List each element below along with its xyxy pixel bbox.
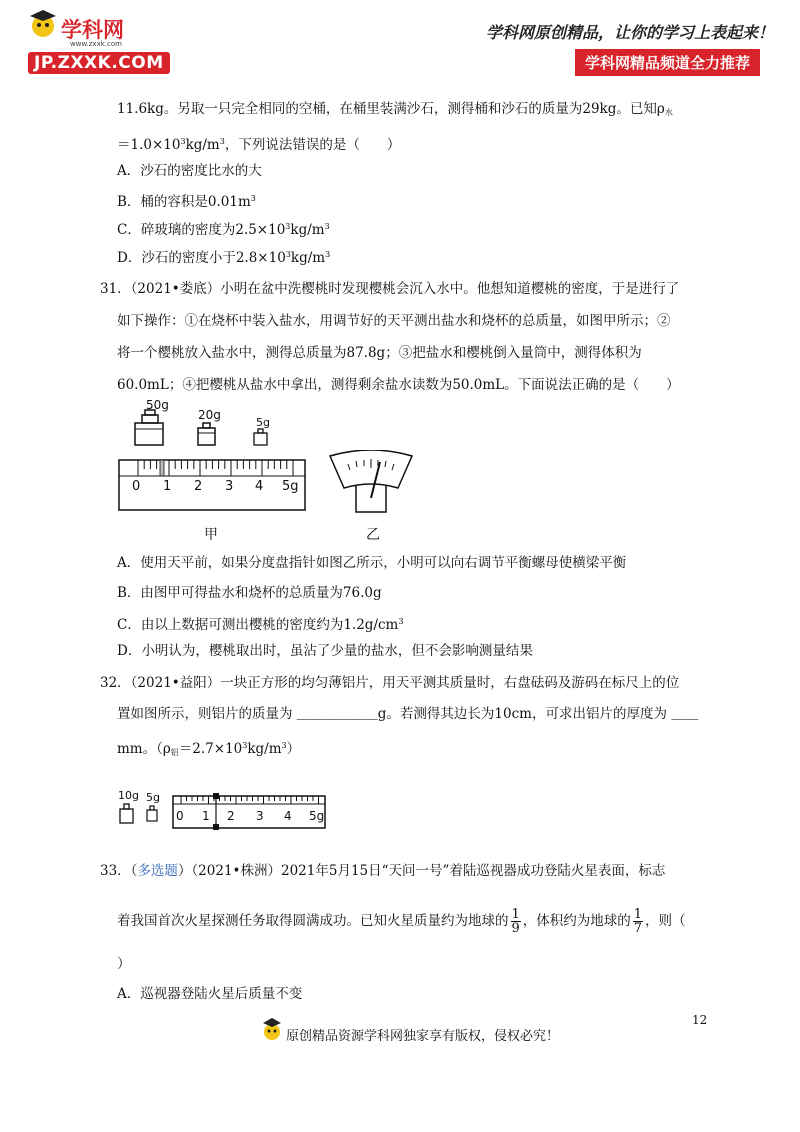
weight-50g-label: 50g <box>146 398 169 412</box>
ruler2-tick-label-3: 3 <box>256 809 264 823</box>
fraction-one-ninth: $\frac{1}{9}$ <box>511 907 520 936</box>
ruler-tick-label-2: 2 <box>194 479 203 494</box>
q31-figure-yi <box>326 450 416 550</box>
q31-line4: 60.0mL；④把樱桃从盐水中拿出，测得剩余盐水读数为50.0mL。下面说法正确的是（ ） <box>117 377 680 393</box>
mascot-icon <box>28 8 58 40</box>
q30-option-c: C．碎玻璃的密度为$2.5\times 10^3kg/m^3$ <box>117 222 330 238</box>
weights-and-ruler <box>117 788 332 833</box>
q31-line2: 如下操作：①在烧杯中装入盐水，用调节好的天平测出盐水和烧杯的总质量，如图甲所示；② <box>117 313 671 329</box>
q32-line1: 32．（2021•益阳）一块正方形的均匀薄铝片，用天平测其质量时，右盘砝码及游码在标尺上的位 <box>100 675 680 691</box>
q30-option-d: D．沙石的密度小于$2.8\times 10^3kg/m^3$ <box>117 250 331 266</box>
q30-line1: 11.6kg。另取一只完全相同的空桶，在桶里装满沙石，测得桶和沙石的质量为29kg。已知$\rho_水$ <box>117 101 673 117</box>
multi-choice-tag[interactable]: 多选题 <box>137 863 178 879</box>
ruler2-tick-label-2: 2 <box>227 809 235 823</box>
footer-copyright: 原创精品资源学科网独家享有版权，侵权必究！ <box>286 1029 560 1044</box>
q31-line3: 将一个樱桃放入盐水中，测得总质量为87.8g；③把盐水和樱桃倒入量筒中，测得体积为 <box>117 345 642 361</box>
q31-option-c: C．由以上数据可测出樱桃的密度约为$1.2g/cm^3$ <box>117 617 404 633</box>
q30-line2: $=1.0\times 10^3kg/m^3$，下列说法错误的是（ ） <box>117 137 401 153</box>
ruler2-tick-label-1: 1 <box>202 809 210 823</box>
ruler2-tick-label-5: 5g <box>309 809 325 823</box>
ruler-tick-label-3: 3 <box>225 479 234 494</box>
pointer-dial-icon <box>326 450 416 514</box>
ruler-tick-label-1: 1 <box>163 479 172 494</box>
figure-label-jia: 甲 <box>204 527 218 543</box>
q32-line3: mm。$(\rho_铝=2.7\times 10^3kg/m^3)$ <box>117 741 301 757</box>
logo-small-url: www.zxxk.com <box>70 40 122 48</box>
ruler-tick-label-5: 5g <box>282 479 299 494</box>
q31-line1: 31．（2021•娄底）小明在盆中洗樱桃时发现樱桃会沉入水中。他想知道樱桃的密度，于是进行了 <box>100 281 680 297</box>
q33-line2: 着我国首次火星探测任务取得圆满成功。已知火星质量约为地球的 $\frac{1}{9}$ ，体积约为地球的 $\frac{1}{7}$ ，则（ <box>117 907 686 936</box>
weight-10g-label: 10g <box>118 789 139 802</box>
q30-option-a: A．沙石的密度比水的大 <box>117 163 262 179</box>
page-number: 12 <box>692 1013 708 1027</box>
ruler2-tick-label-0: 0 <box>176 809 184 823</box>
weight-5g-label: 5g <box>146 791 160 804</box>
header-logo <box>28 8 178 78</box>
q33-line3: ） <box>117 956 131 972</box>
balance-weights-and-ruler <box>118 396 308 516</box>
header-banner: 学科网精品频道全力推荐 <box>575 49 760 76</box>
q31-figure-jia <box>118 396 308 546</box>
footer-mascot-icon <box>262 1017 282 1043</box>
logo-url[interactable]: JP.ZXXK.COM <box>28 52 170 74</box>
fraction-one-seventh: $\frac{1}{7}$ <box>633 907 643 936</box>
logo-text: 学科网 <box>61 18 124 42</box>
q31-option-a: A．使用天平前，如果分度盘指针如图乙所示，小明可以向右调节平衡螺母使横梁平衡 <box>117 555 627 571</box>
q33-line1: 33．（多选题）（2021•株洲）2021年5月15日“天问一号”着陆巡视器成功登陆火星表面，标志 <box>100 863 666 879</box>
header-slogan: 学科网原创精品，让你的学习上表起来！ <box>486 23 775 42</box>
q31-option-b: B．由图甲可得盐水和烧杯的总质量为76.0g <box>117 585 382 601</box>
q31-option-d: D．小明认为，樱桃取出时，虽沾了少量的盐水，但不会影响测量结果 <box>117 643 533 659</box>
q30-option-b: B．桶的容积是$0.01m^3$ <box>117 194 256 210</box>
q32-figure <box>117 788 332 833</box>
q32-line2: 置如图所示，则铝片的质量为 ＿＿＿＿＿＿g。若测得其边长为10cm，可求出铝片的厚度为 ＿＿ <box>117 706 699 722</box>
ruler2-tick-label-4: 4 <box>284 809 292 823</box>
q33-option-a: A．巡视器登陆火星后质量不变 <box>117 986 303 1002</box>
ruler-tick-label-4: 4 <box>255 479 264 494</box>
ruler-tick-label-0: 0 <box>132 479 141 494</box>
weight-5g-label: 5g <box>256 416 270 429</box>
weight-20g-label: 20g <box>198 408 221 422</box>
figure-label-yi: 乙 <box>366 527 380 543</box>
